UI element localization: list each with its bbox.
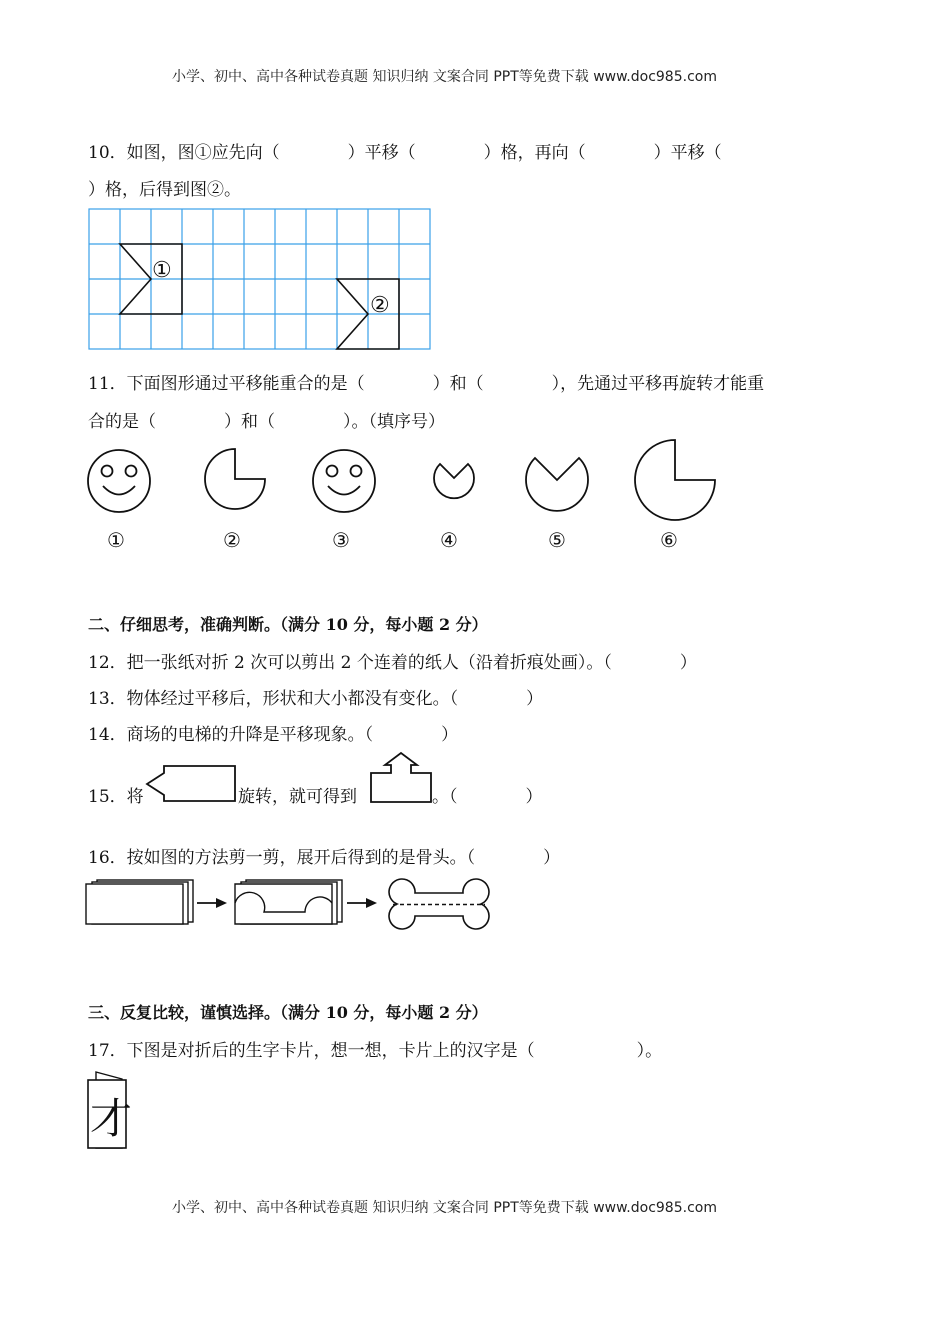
shape-2-label: ② xyxy=(370,293,390,318)
shape-label-5: ⑤ xyxy=(548,528,566,552)
arrow-1 xyxy=(197,898,227,908)
pie-shape-2 xyxy=(205,449,265,509)
folded-paper-with-cut xyxy=(235,880,342,924)
shape-1-label: ① xyxy=(152,258,172,283)
q10-line2: ）格，后得到图②。 xyxy=(88,180,241,200)
shape-label-4: ④ xyxy=(440,528,458,552)
section-2-title: 二、仔细思考，准确判断。（满分 10 分，每小题 2 分） xyxy=(88,615,488,634)
arrow-left-shape xyxy=(145,764,239,804)
q10-grid-figure xyxy=(88,208,432,352)
q10-line1: 10．如图，图①应先向（ ）平移（ ）格，再向（ ）平移（ xyxy=(88,143,722,163)
shape-label-1: ① xyxy=(107,528,125,552)
pie-shape-6 xyxy=(635,440,715,520)
q12-text: 12．把一张纸对折 2 次可以剪出 2 个连着的纸人（沿着折痕处画）。（ ） xyxy=(88,653,697,673)
q17-text: 17．下图是对折后的生字卡片，想一想，卡片上的汉字是（ ）。 xyxy=(88,1041,663,1061)
q15-part3: 。（ ） xyxy=(432,787,543,807)
shape-label-3: ③ xyxy=(332,528,350,552)
smiley-face-3 xyxy=(313,450,375,512)
q11-line2: 合的是（ ）和（ ）。（填序号） xyxy=(88,412,445,432)
folded-card xyxy=(86,1070,136,1152)
pacman-shape-4 xyxy=(434,464,474,498)
q15-part2: 旋转，就可得到 xyxy=(238,787,357,807)
q11-line1: 11．下面图形通过平移能重合的是（ ）和（ ），先通过平移再旋转才能重 xyxy=(88,374,765,394)
q16-cutting-steps xyxy=(85,875,505,935)
page-footer: 小学、初中、高中各种试卷真题 知识归纳 文案合同 PPT等免费下载 www.doc985.com xyxy=(172,1200,717,1216)
folded-paper xyxy=(86,880,193,924)
q15-part1: 15．将 xyxy=(88,787,144,807)
pacman-shape-5 xyxy=(526,458,588,511)
smiley-face-1 xyxy=(88,450,150,512)
q11-shapes xyxy=(0,430,950,560)
q14-text: 14．商场的电梯的升降是平移现象。（ ） xyxy=(88,725,459,745)
shape-label-6: ⑥ xyxy=(660,528,678,552)
q16-text: 16．按如图的方法剪一剪，展开后得到的是骨头。（ ） xyxy=(88,848,561,868)
card-character: 才 xyxy=(90,1094,133,1143)
bone-shape xyxy=(389,879,489,929)
q13-text: 13．物体经过平移后，形状和大小都没有变化。（ ） xyxy=(88,689,544,709)
page-header: 小学、初中、高中各种试卷真题 知识归纳 文案合同 PPT等免费下载 www.doc985.com xyxy=(172,69,717,85)
arrow-up-shape xyxy=(370,752,432,804)
section-3-title: 三、反复比较，谨慎选择。（满分 10 分，每小题 2 分） xyxy=(88,1003,488,1022)
arrow-2 xyxy=(347,898,377,908)
shape-label-2: ② xyxy=(223,528,241,552)
